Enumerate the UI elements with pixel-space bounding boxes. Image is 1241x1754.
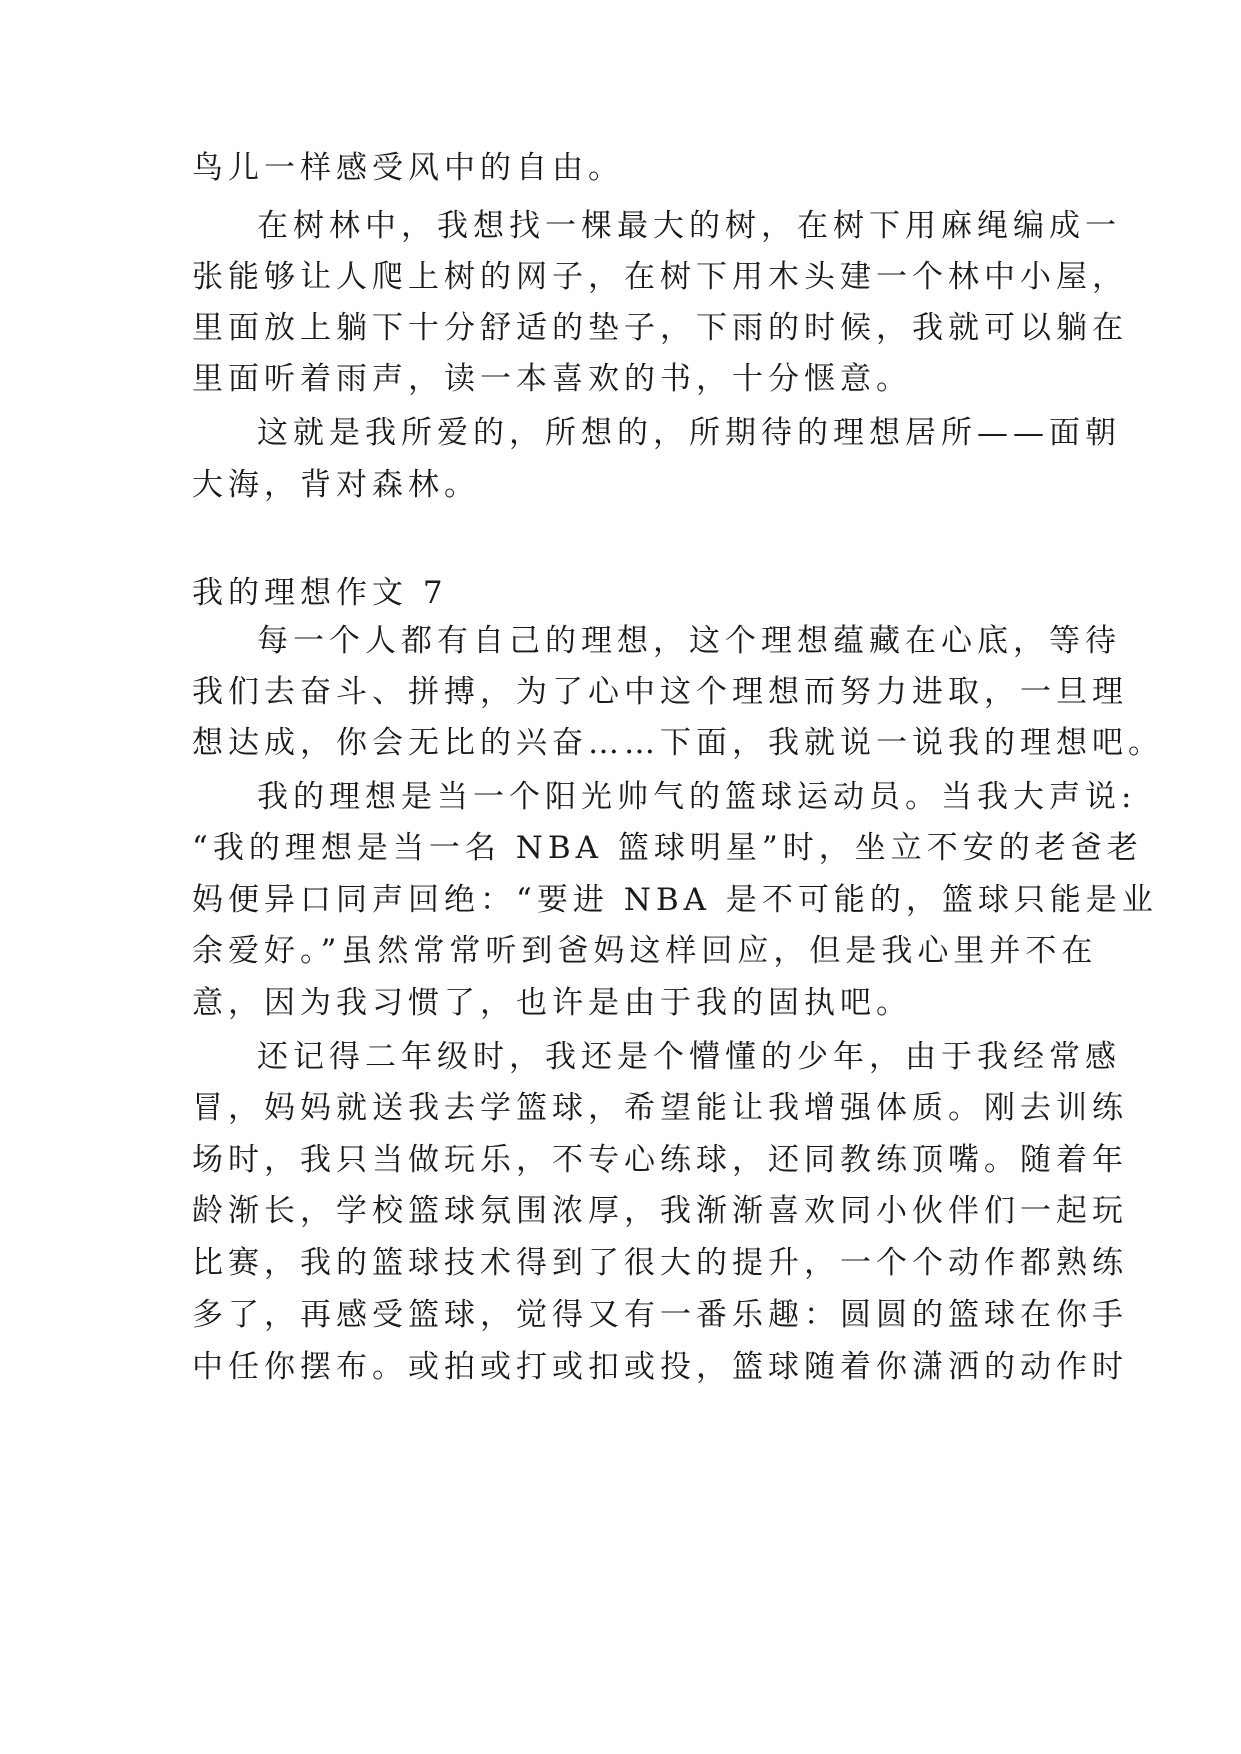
text-line: 比赛，我的篮球技术得到了很大的提升，一个个动作都熟练 (192, 1245, 1128, 1281)
text-line: “我的理想是当一名 NBA 篮球明星”时，坐立不安的老爸老 (192, 830, 1143, 866)
text-line: 场时，我只当做玩乐，不专心练球，还同教练顶嘴。随着年 (192, 1142, 1128, 1178)
text-line: 中任你摆布。或拍或打或扣或投，篮球随着你潇洒的动作时 (192, 1349, 1128, 1385)
text-line: 里面听着雨声，读一本喜欢的书，十分惬意。 (192, 361, 912, 397)
text-line: 鸟儿一样感受风中的自由。 (192, 150, 624, 186)
paragraph-first-line: 这就是我所爱的，所想的，所期待的理想居所——面朝 (257, 415, 1121, 451)
text-line: 大海，背对森林。 (192, 467, 480, 503)
text-line: 妈便异口同声回绝：“要进 NBA 是不可能的，篮球只能是业 (192, 882, 1158, 918)
text-line: 我们去奋斗、拼搏，为了心中这个理想而努力进取，一旦理 (192, 674, 1128, 710)
paragraph-first-line: 还记得二年级时，我还是个懵懂的少年，由于我经常感 (257, 1039, 1121, 1075)
text-line: 里面放上躺下十分舒适的垫子，下雨的时候，我就可以躺在 (192, 310, 1128, 346)
paragraph-first-line: 在树林中，我想找一棵最大的树，在树下用麻绳编成一 (257, 208, 1121, 244)
section-heading: 我的理想作文 7 (192, 575, 448, 611)
text-line: 张能够让人爬上树的网子，在树下用木头建一个林中小屋， (192, 259, 1128, 295)
text-line: 龄渐长，学校篮球氛围浓厚，我渐渐喜欢同小伙伴们一起玩 (192, 1193, 1128, 1229)
paragraph-first-line: 每一个人都有自己的理想，这个理想蕴藏在心底，等待 (257, 623, 1121, 659)
paragraph-first-line: 我的理想是当一个阳光帅气的篮球运动员。当我大声说: (257, 779, 1137, 815)
text-line: 多了，再感受篮球，觉得又有一番乐趣：圆圆的篮球在你手 (192, 1297, 1128, 1333)
text-line: 余爱好。”虽然常常听到爸妈这样回应，但是我心里并不在 (192, 933, 1098, 969)
text-line: 想达成，你会无比的兴奋……下面，我就说一说我的理想吧。 (192, 725, 1164, 761)
text-line: 意，因为我习惯了，也许是由于我的固执吧。 (192, 985, 912, 1021)
text-line: 冒，妈妈就送我去学篮球，希望能让我增强体质。刚去训练 (192, 1090, 1128, 1126)
